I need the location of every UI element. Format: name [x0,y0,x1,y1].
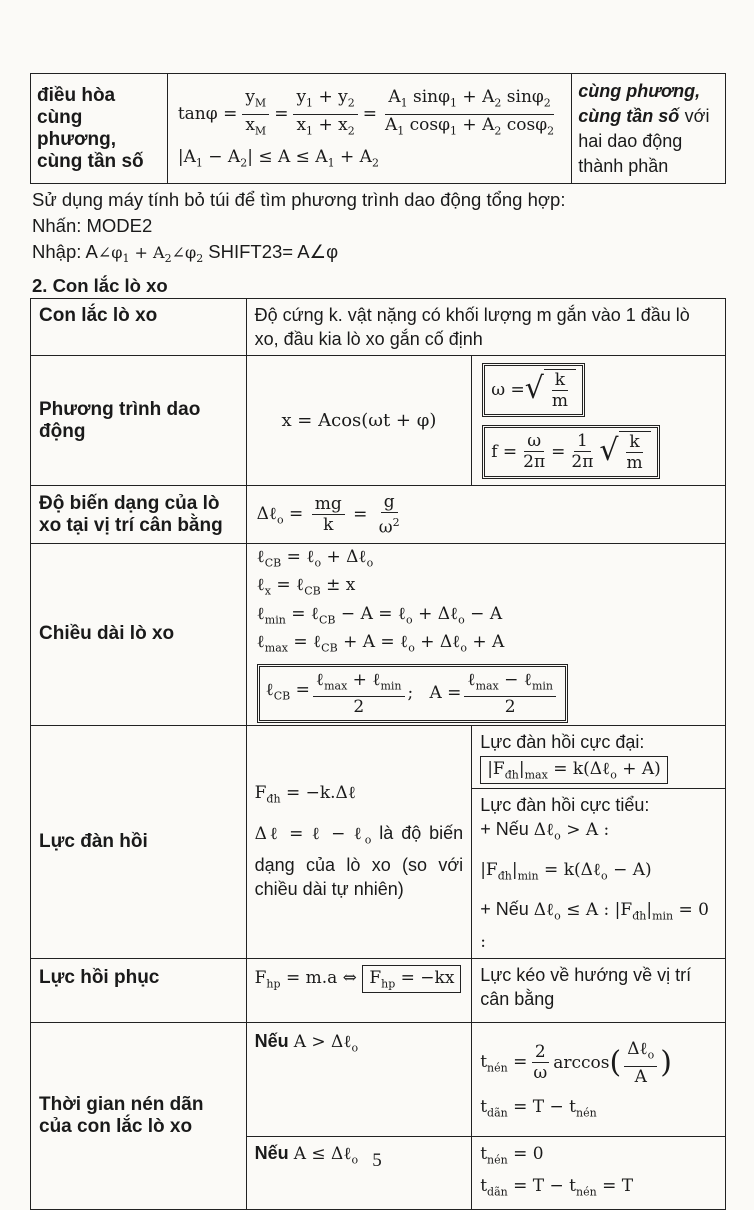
calc-line-1: Sử dụng máy tính bỏ túi để tìm phương trình dao động tổng hợp: [32,189,566,210]
row-label: Con lắc lò xo [31,299,247,356]
length-formulas: ℓ$_{CB}$ = ℓ$_o$ + Δℓ$_o$ ℓ$_x$ = ℓ$_{CB}$ ± x ℓ$_{min}$ = ℓ$_{CB}$ − A = ℓ$_o$ + Δℓ$_o$ − A ℓ$_{max}$ = ℓ$_{CB}$ + A = ℓ$_o$ + Δℓ$_o$ + A ℓ$_{CB}$ = $\frac{\ell_{max} + \ell_{min}}{2}$ ; A = $\frac{\ell_{max} - \ell_{min}}{2}$ [246,544,725,726]
calc-line-3: Nhập: $A\angle\varphi_1$ + $A_2\angle\varphi_2$ SHIFT23= A∠φ [32,241,339,266]
time-formulas-1: $t_{nén}$ = $\frac{2}{\omega}$ arccos ( $\frac{\Delta\ell_o}{A}$ ) $t_{dãn} = T - t_{nén}$ [472,1022,726,1136]
row-label: Lực hồi phục [31,958,247,1022]
note-emphasis: cùng phương, cùng tần số [578,80,701,126]
spring-table [30,298,726,1210]
row-label: Độ biến dạng của lò xo tại vị trí cân bằng [31,486,247,544]
top-table-formula: tanφ = $\frac{y_M}{x_M}$ = $\frac{y_1 + y_2}{x_1 + x_2}$ = $\frac{A_1 \sin\varphi_1 + A_2 \sin\varphi_2}{A_1 \cos\varphi_1 + A_2 \cos\varphi_2}$ $|A_1 - A_2| \le A \le A_1 + A_2$ [167,74,571,184]
omega-cell: ω = √ $\frac{k}{m}$ f = $\frac{\omega}{2\pi}$ = $\frac{1}{2\pi}$ √ $\frac{k}{m}$ [472,356,726,486]
section-title: 2. Con lắc lò xo [32,275,168,296]
equation: x = Acos(ωt + φ) [246,356,472,486]
deformation-formula: Δℓ$_o$ = $\frac{mg}{k}$ = $\frac{g}{\omega^2}$ [246,486,725,544]
row-content: Độ cứng k. vật nặng có khối lượng m gắn vào 1 đầu lò xo, đầu kia lò xo gắn cố định [246,299,725,356]
elastic-left: $F_{đh}$ = −k.Δℓ Δℓ = ℓ − ℓ$_o$ là độ biến dạng của lò xo (so với chiều dài tự nhiên) [246,725,472,958]
calc-line-2: Nhấn: MODE2 [32,215,153,236]
row-label: Chiều dài lò xo [31,544,247,726]
time-case-2: Nếu A ≤ Δℓ$_o$ [246,1136,472,1210]
restoring-force: $F_{hp} = m.a$ ⇔ $F_{hp} = -kx$ [246,958,472,1022]
top-table-label: điều hòa cùng phương, cùng tần số [31,74,168,184]
row-label: Lực đàn hồi [31,725,247,958]
top-table-note [572,74,726,184]
row-label: Phương trình dao động [31,356,247,486]
row-label: Thời gian nén dãn của con lắc lò xo [31,1022,247,1210]
elastic-min: Lực đàn hồi cực tiểu: + Nếu Δℓ$_o$ > A : $|F_{đh}|_{min}$ = k(Δℓ$_o$ − A) + Nếu Δℓ$_o$ ≤ A : $|F_{đh}|_{min} = 0$ : [472,789,726,958]
time-formulas-2: $t_{nén} = 0$ $t_{dãn} = T - t_{nén} = T$ [472,1136,726,1210]
restoring-note: Lực kéo về hướng về vị trí cân bằng [472,958,726,1022]
page-number: 5 [372,1150,382,1171]
time-case-1: Nếu A > Δℓ$_o$ [246,1022,472,1136]
note-rest: với hai dao động thành phần [578,105,710,176]
top-table [30,73,726,184]
elastic-max: Lực đàn hồi cực đại: $|F_{đh}|_{max}$ = k(Δℓ$_o$ + A) [472,725,726,788]
